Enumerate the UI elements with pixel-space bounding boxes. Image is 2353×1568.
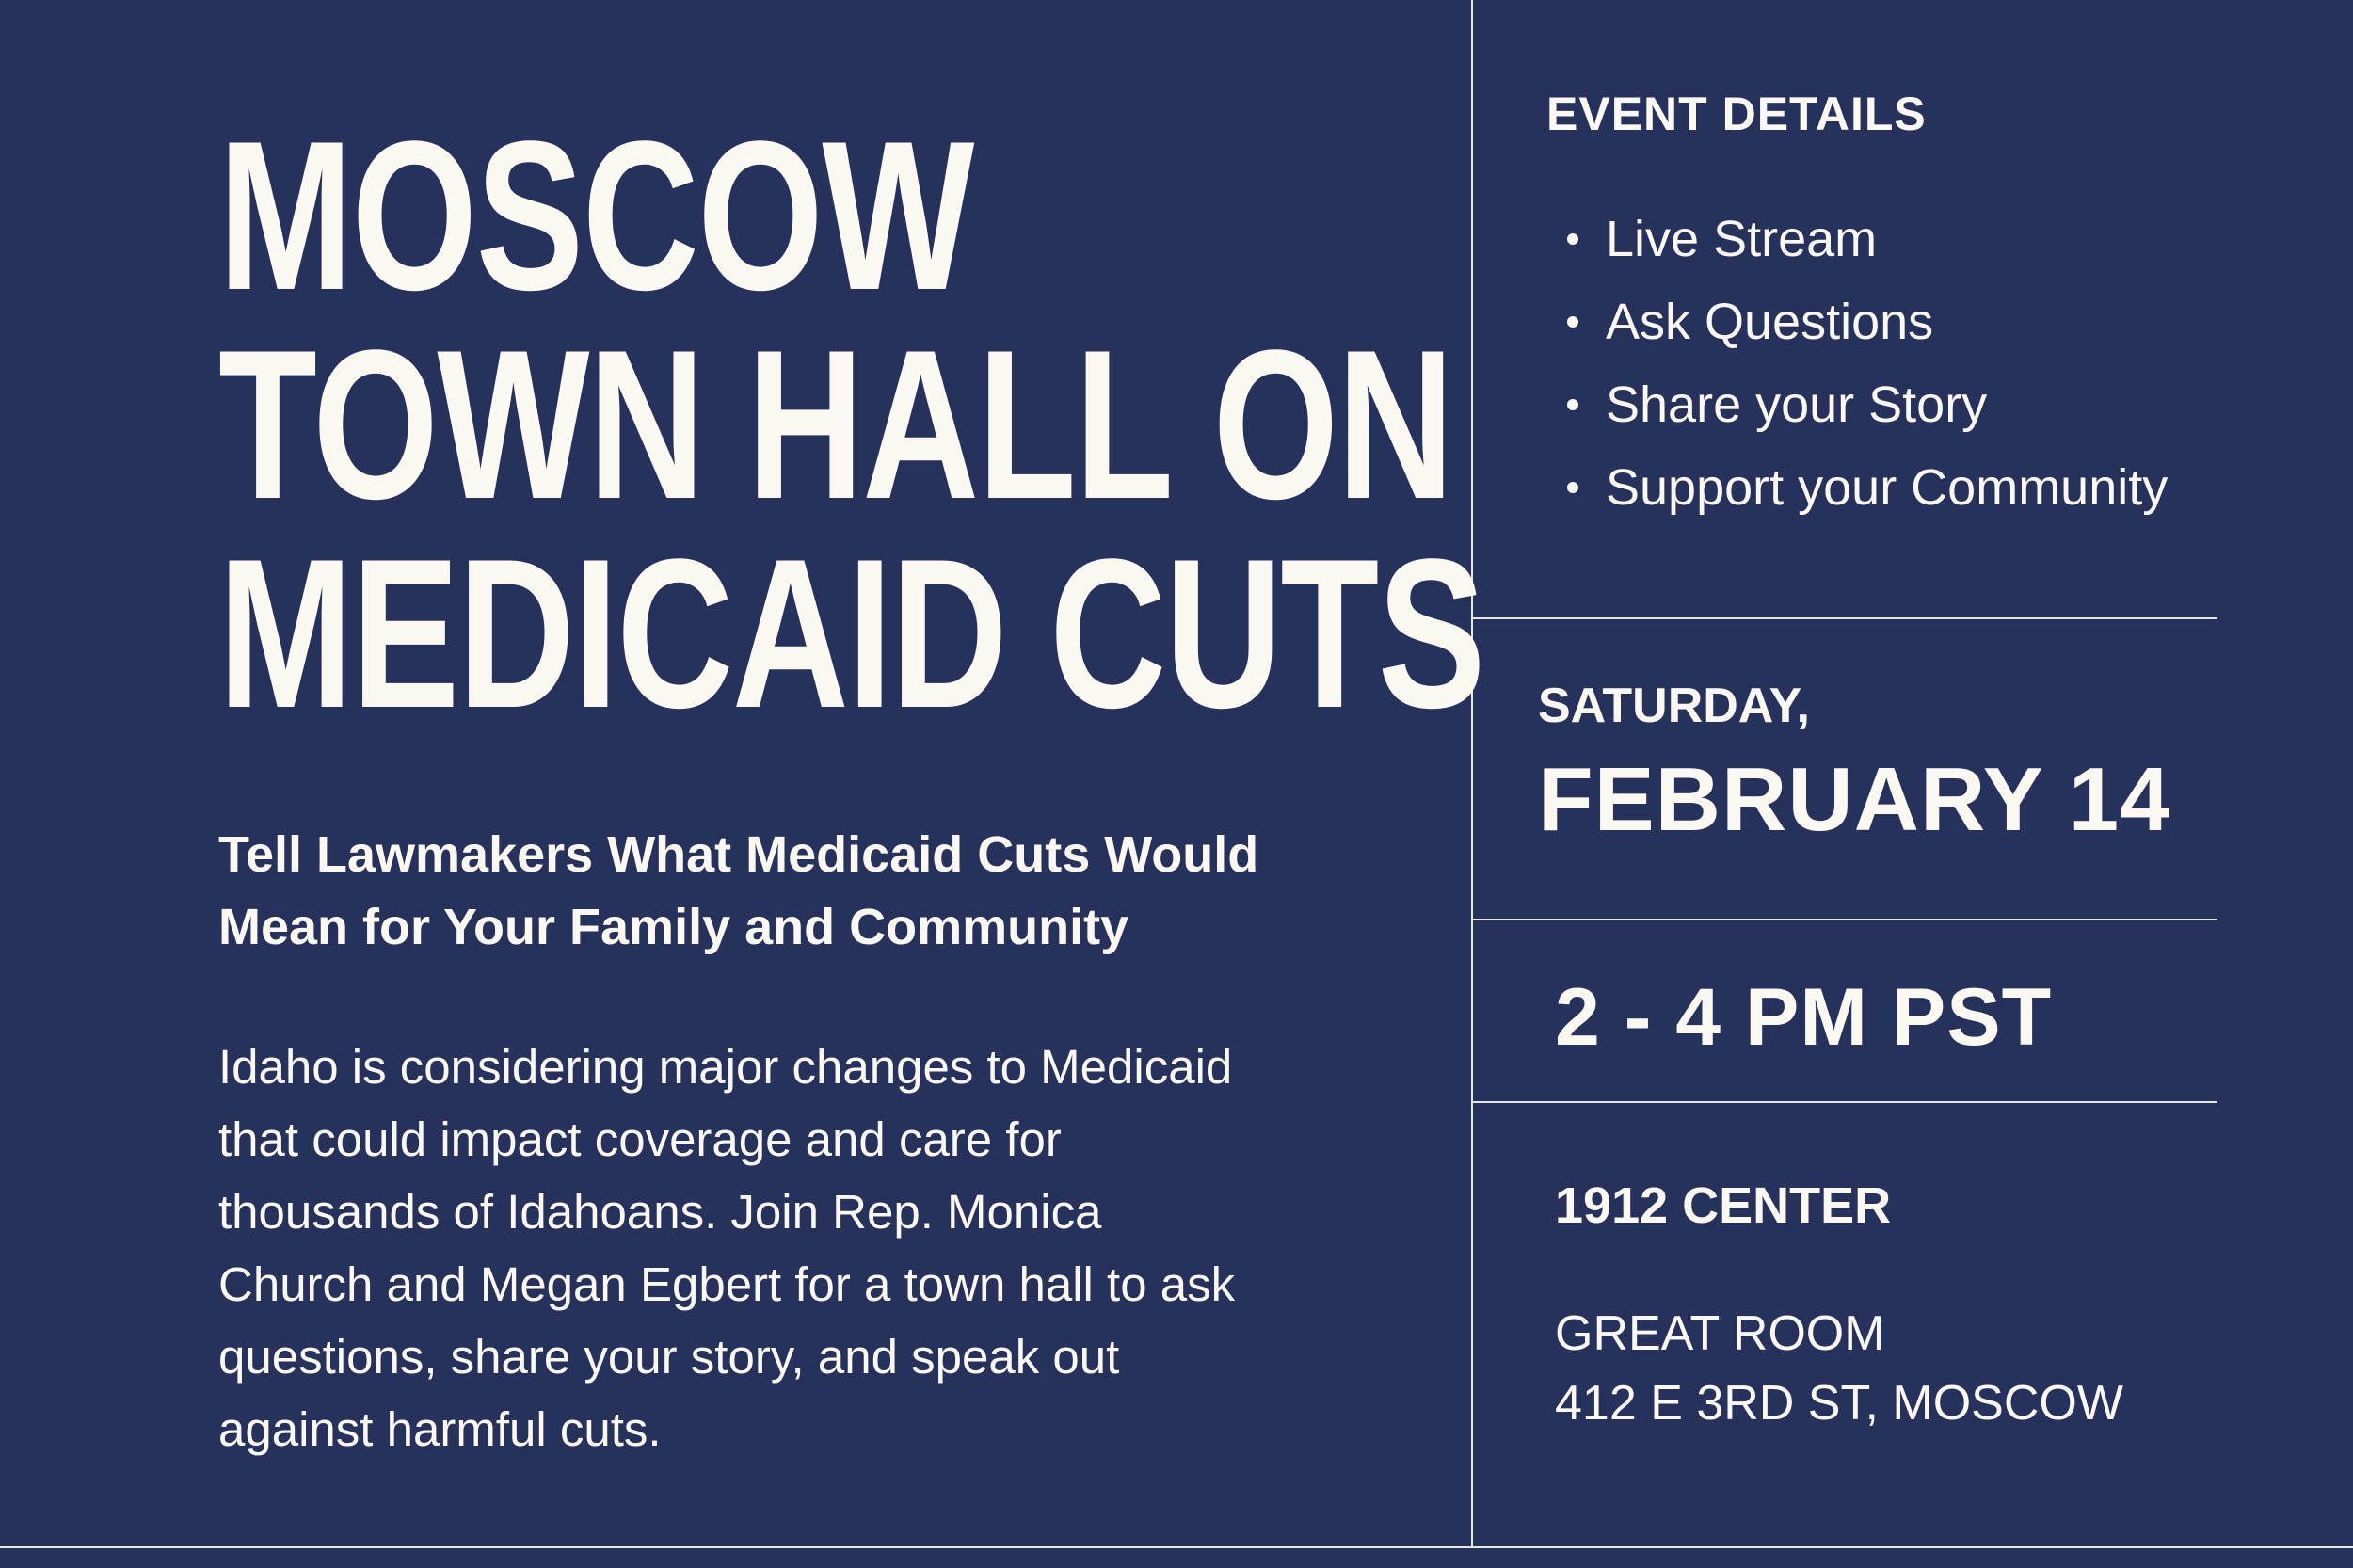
bullet-icon <box>1567 233 1578 245</box>
bullet-icon <box>1567 316 1578 328</box>
venue-address-line: GREAT ROOM <box>1555 1306 1885 1361</box>
event-description-line: that could impact coverage and care for <box>218 1112 1062 1166</box>
event-title-line: MOSCOW <box>218 96 973 334</box>
divider-time-venue <box>1471 1101 2217 1103</box>
event-description-line: Idaho is considering major changes to Medicaid <box>218 1040 1233 1094</box>
list-item <box>1546 280 2168 363</box>
event-description-line: questions, share your story, and speak out <box>218 1330 1120 1384</box>
event-date: FEBRUARY 14 <box>1538 749 2171 850</box>
list-item-label: Live Stream <box>1606 211 1878 267</box>
event-description <box>218 1031 1404 1465</box>
bullet-icon <box>1567 399 1578 410</box>
list-item <box>1546 198 2168 280</box>
event-description-line: Church and Megan Egbert for a town hall to ask <box>218 1257 1236 1311</box>
list-item <box>1546 446 2168 529</box>
event-time: 2 - 4 PM PST <box>1555 972 2053 1063</box>
event-title-line: MEDICAID CUTS <box>218 514 1484 752</box>
event-description-line: against harmful cuts. <box>218 1402 662 1456</box>
list-item-label: Share your Story <box>1606 376 1988 433</box>
venue-name: 1912 CENTER <box>1555 1177 1892 1234</box>
event-title-line: TOWN HALL ON <box>218 305 1453 543</box>
event-subtitle-line: Tell Lawmakers What Medicaid Cuts Would <box>218 826 1259 883</box>
event-details-heading: EVENT DETAILS <box>1546 88 1927 140</box>
event-title <box>218 96 1484 752</box>
venue-address-line: 412 E 3RD ST, MOSCOW <box>1555 1376 2123 1431</box>
event-subtitle-line: Mean for Your Family and Community <box>218 899 1129 955</box>
event-day: SATURDAY, <box>1538 679 1810 733</box>
divider-date-time <box>1471 919 2217 920</box>
list-item-label: Ask Questions <box>1606 294 1934 350</box>
list-item-label: Support your Community <box>1606 459 2169 516</box>
bullet-icon <box>1567 482 1578 493</box>
list-item <box>1546 363 2168 446</box>
event-subtitle <box>218 819 1442 964</box>
divider-details-date <box>1471 617 2217 619</box>
event-details-list <box>1546 198 2168 529</box>
bottom-divider <box>0 1546 2353 1548</box>
event-description-line: thousands of Idahoans. Join Rep. Monica <box>218 1185 1102 1239</box>
venue-address <box>1555 1299 2123 1438</box>
